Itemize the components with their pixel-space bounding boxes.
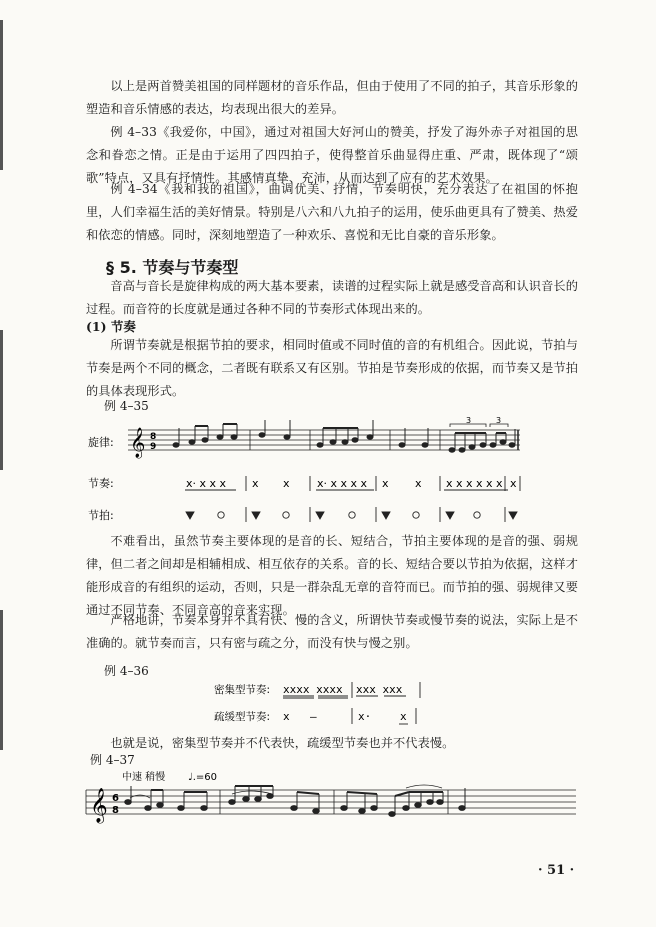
melody-notes [125, 786, 466, 816]
dense-rhythm: xxx xxx [356, 683, 403, 696]
triplet-mark: 3 [496, 416, 502, 425]
beat-marks [186, 507, 517, 522]
sparse-rhythm: x· [358, 710, 372, 723]
example-4-36-rhythms [0, 676, 656, 736]
time-signature: 9 [150, 442, 157, 452]
melody-beams [195, 424, 506, 433]
melody-row-label: 旋律: [88, 436, 114, 449]
example-4-35-score [0, 415, 656, 535]
rhythm-group: x· x x x [186, 477, 227, 490]
time-signature: 6 [112, 793, 119, 804]
subsection-heading: (1) 节奏 [86, 319, 136, 334]
time-signature: 8 [112, 805, 119, 816]
staff [86, 790, 576, 814]
binding-edge [0, 20, 3, 170]
paragraph-7: 严格地讲，节奏本身并不具有快、慢的含义，所谓快节奏或慢节奏的说法，实际上是不准确的。就节奏而言，只有密与疏之分，而没有快与慢之别。 [86, 613, 578, 650]
tempo-marking: 中速 稍慢 [122, 772, 166, 783]
rhythm-group: x [283, 477, 290, 490]
paragraph-2: 例 4–33《我爱你，中国》，通过对祖国大好河山的赞美，抒发了海外赤子对祖国的思念和眷恋之情。正是由于运用了四四拍子，使得整首乐曲显得庄重、严肃，既体现了“颂歌”特点，又具有抒情性。其感情真挚、充沛，从而达到了应有的艺术效果。 [86, 125, 578, 185]
paragraph-5: 所谓节奏就是根据节拍的要求，相同时值或不同时值的音的有机组合。因此说，节拍与节奏是两个不同的概念，二者既有联系又有区别。节拍是节奏形成的依据，而节奏又是节拍的具体表现形式。 [86, 338, 578, 398]
page-number: · 51 · [538, 863, 575, 878]
sparse-rhythm: — [310, 710, 317, 723]
rhythm-group: x [510, 477, 517, 490]
paragraph-6: 不难看出，虽然节奏主要体现的是音的长、短结合，节拍主要体现的是音的强、弱规律，但二者之间却是相辅相成、相互依存的关系。音的长、短结合要以节拍为依据，这样才能形成音的有组织的运动，否则，只是一群杂乱无章的音符而已。而节拍的强、弱规律又要通过不同节奏、不同音高的音来实现。 [86, 534, 578, 617]
rhythm-row-label: 节奏: [88, 477, 114, 490]
rhythm-line [186, 477, 517, 490]
example-4-37-label: 例 4–37 [90, 753, 135, 767]
paragraph-3: 例 4–34《我和我的祖国》，曲调优美、抒情，节奏明快，充分表达了在祖国的怀抱里，人们幸福生活的美好情景。特别是八六和八九拍子的运用，使乐曲更具有了赞美、热爱和依恋的情感。同时，深刻地塑造了一种欢乐、喜悦和无比自豪的音乐形象。 [86, 182, 578, 242]
triplet-mark: 3 [466, 416, 472, 425]
rhythm-group: x [252, 477, 259, 490]
rhythm-group: x· x x x x [317, 477, 368, 490]
paragraph-8: 也就是说，密集型节奏并不代表快，疏缓型节奏也并不代表慢。 [110, 736, 455, 750]
beat-row-label: 节拍: [88, 509, 114, 522]
example-4-36-label: 例 4–36 [104, 664, 149, 678]
rhythm-group: x [415, 477, 422, 490]
time-signature: 8 [150, 432, 157, 442]
metronome-marking: ♩.=60 [188, 772, 217, 783]
example-4-37-score [0, 768, 656, 828]
sparse-rhythm: x [400, 710, 407, 723]
sparse-rhythm-label: 疏缓型节奏: [214, 711, 271, 723]
rhythm-group: x x x [476, 477, 503, 490]
treble-clef-icon: 𝄞 [90, 788, 108, 823]
rhythm-group: x [382, 477, 389, 490]
sparse-rhythm: x [283, 710, 290, 723]
dense-rhythm-label: 密集型节奏: [214, 684, 271, 696]
paragraph-1: 以上是两首赞美祖国的同样题材的音乐作品，但由于使用了不同的拍子，其音乐形象的塑造和音乐情感的表达，均表现出很大的差异。 [86, 79, 578, 116]
dense-rhythm: xxxx xxxx [283, 683, 343, 696]
section-heading: § 5. 节奏与节奏型 [106, 258, 239, 277]
treble-clef-icon: 𝄞 [130, 428, 146, 458]
paragraph-4: 音高与音长是旋律构成的两大基本要素，读谱的过程实际上就是感受音高和认识音长的过程。而音符的长度就是通过各种不同的节奏形式体现出来的。 [86, 279, 578, 316]
example-4-35-label: 例 4–35 [104, 399, 149, 413]
rhythm-group: x x x [446, 477, 473, 490]
